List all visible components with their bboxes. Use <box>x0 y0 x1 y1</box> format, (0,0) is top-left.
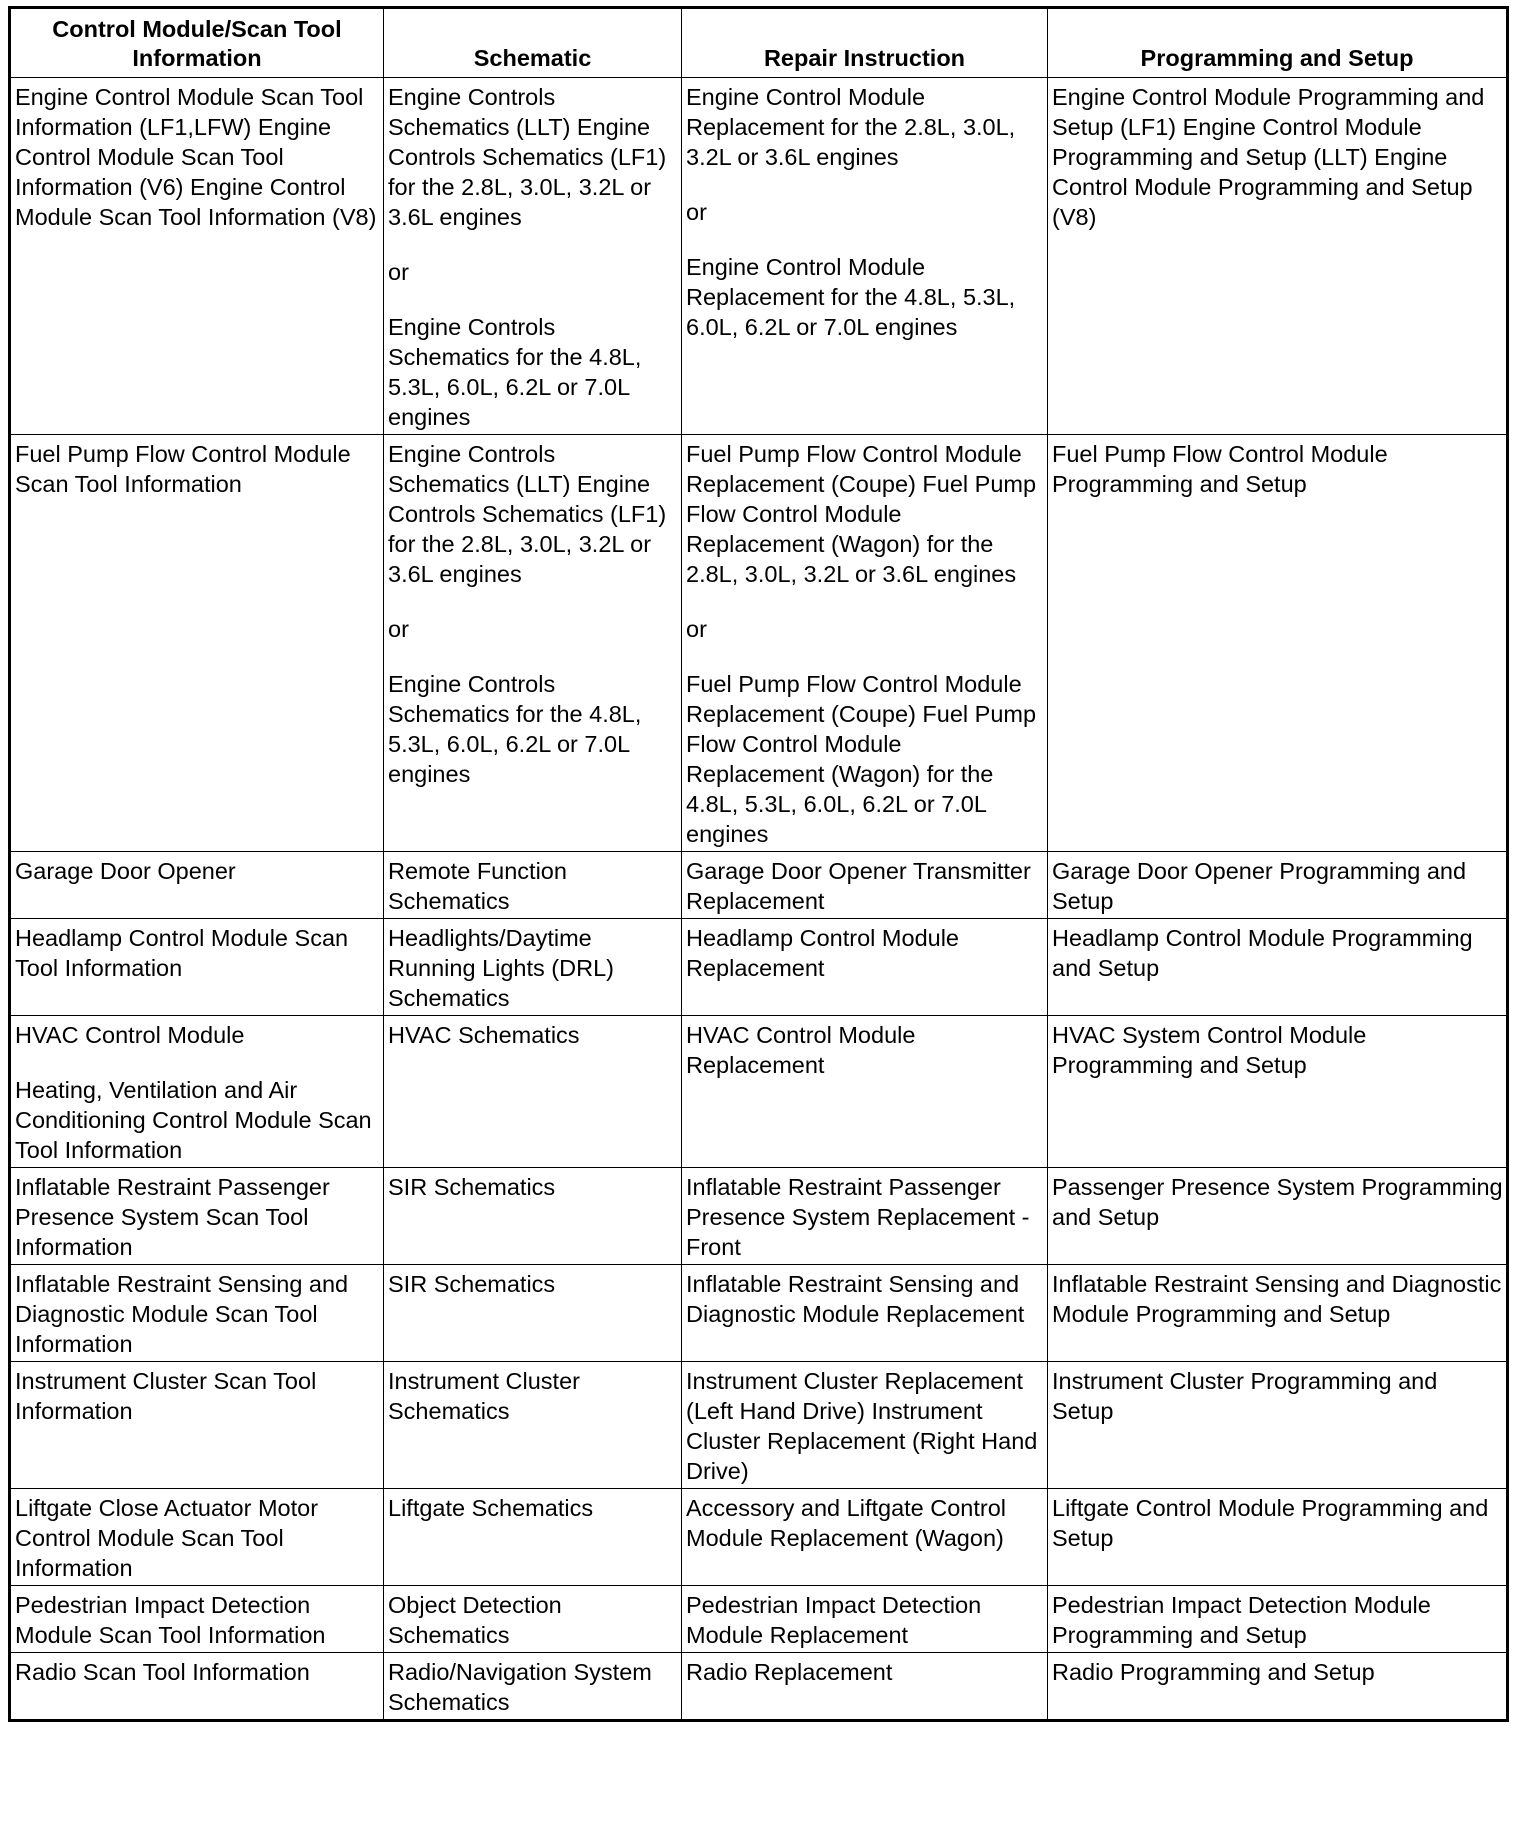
cell-schematic <box>384 435 682 852</box>
cell-text: Garage Door Opener Transmitter Replacement <box>686 858 1031 914</box>
cell-text: Garage Door Opener Programming and Setup <box>1052 858 1467 914</box>
cell-text: Fuel Pump Flow Control Module Replacement (Coupe) Fuel Pump Flow Control Module Replacement (Wagon) for the 2.8L, 3.0L, 3.2L or 3.6L engines <box>686 441 1037 587</box>
cell-module <box>10 1586 384 1653</box>
cell-text: Pedestrian Impact Detection Module Replacement <box>686 1592 982 1648</box>
table-row <box>10 1362 1508 1489</box>
table-row <box>10 435 1508 852</box>
cell-programming-setup <box>1048 435 1508 852</box>
cell-repair-instruction <box>682 852 1048 919</box>
cell-schematic <box>384 1653 682 1721</box>
cell-module <box>10 78 384 435</box>
cell-repair-instruction <box>682 1016 1048 1168</box>
cell-text: Instrument Cluster Replacement (Left Hand Drive) Instrument Cluster Replacement (Right Hand Drive) <box>686 1368 1038 1484</box>
cell-text: HVAC System Control Module Programming and Setup <box>1052 1022 1367 1078</box>
cell-text: SIR Schematics <box>388 1174 556 1200</box>
cell-programming-setup <box>1048 1489 1508 1586</box>
header-module: Control Module/Scan Tool Information <box>10 8 384 78</box>
cell-text: Passenger Presence System Programming and Setup <box>1052 1174 1503 1230</box>
cell-text: Garage Door Opener <box>15 858 236 884</box>
cell-text: Engine Control Module Scan Tool Information (LF1,LFW) Engine Control Module Scan Tool Information (V6) Engine Control Module Scan Tool Information (V8) <box>15 84 377 230</box>
table-row <box>10 1016 1508 1168</box>
cell-text: Accessory and Liftgate Control Module Replacement (Wagon) <box>686 1495 1007 1551</box>
cell-module <box>10 1489 384 1586</box>
cell-text: Object Detection Schematics <box>388 1592 562 1648</box>
cell-text: Radio Replacement <box>686 1659 893 1685</box>
cell-repair-instruction <box>682 1265 1048 1362</box>
cell-programming-setup <box>1048 852 1508 919</box>
cell-text: Radio Scan Tool Information <box>15 1659 310 1685</box>
cell-programming-setup <box>1048 1653 1508 1721</box>
cell-text: Fuel Pump Flow Control Module Replacement (Coupe) Fuel Pump Flow Control Module Replacement (Wagon) for the 4.8L, 5.3L, 6.0L, 6.2L or 7.0L engines <box>686 671 1037 847</box>
cell-text: Inflatable Restraint Sensing and Diagnostic Module Replacement <box>686 1271 1025 1327</box>
cell-repair-instruction <box>682 1168 1048 1265</box>
cell-text: Instrument Cluster Programming and Setup <box>1052 1368 1438 1424</box>
cell-text: HVAC Control Module Replacement <box>686 1022 916 1078</box>
cell-text: Radio Programming and Setup <box>1052 1659 1375 1685</box>
header-programming-setup: Programming and Setup <box>1048 8 1508 78</box>
cell-text: or <box>686 199 707 225</box>
cell-text: Fuel Pump Flow Control Module Programming and Setup <box>1052 441 1388 497</box>
cell-programming-setup <box>1048 1016 1508 1168</box>
table-row <box>10 852 1508 919</box>
cell-programming-setup <box>1048 1265 1508 1362</box>
cell-module <box>10 852 384 919</box>
cell-text: Pedestrian Impact Detection Module Scan Tool Information <box>15 1592 326 1648</box>
cell-module <box>10 1168 384 1265</box>
header-schematic: Schematic <box>384 8 682 78</box>
cell-text: Inflatable Restraint Sensing and Diagnostic Module Programming and Setup <box>1052 1271 1502 1327</box>
cell-schematic <box>384 1265 682 1362</box>
table-row <box>10 1586 1508 1653</box>
cell-repair-instruction <box>682 1586 1048 1653</box>
table-row <box>10 78 1508 435</box>
cell-text: Engine Controls Schematics (LLT) Engine Controls Schematics (LF1) for the 2.8L, 3.0L, 3.2L or 3.6L engines <box>388 441 667 587</box>
cell-text: Engine Control Module Programming and Setup (LF1) Engine Control Module Programming and Setup (LLT) Engine Control Module Programming and Setup (V8) <box>1052 84 1485 230</box>
cell-text: Liftgate Control Module Programming and Setup <box>1052 1495 1489 1551</box>
cell-text: Fuel Pump Flow Control Module Scan Tool Information <box>15 441 351 497</box>
table-row <box>10 1265 1508 1362</box>
table-body <box>10 78 1508 1721</box>
cell-schematic <box>384 1489 682 1586</box>
cell-text: Remote Function Schematics <box>388 858 567 914</box>
cell-text: Pedestrian Impact Detection Module Programming and Setup <box>1052 1592 1431 1648</box>
cell-text: or <box>388 259 409 285</box>
cell-text: Liftgate Close Actuator Motor Control Module Scan Tool Information <box>15 1495 319 1581</box>
cell-text: Inflatable Restraint Passenger Presence System Scan Tool Information <box>15 1174 330 1260</box>
cell-text: Heating, Ventilation and Air Conditioning Control Module Scan Tool Information <box>15 1077 372 1163</box>
cell-repair-instruction <box>682 435 1048 852</box>
cell-text: HVAC Control Module <box>15 1022 245 1048</box>
cell-schematic <box>384 78 682 435</box>
cell-module <box>10 1265 384 1362</box>
cell-text: Instrument Cluster Scan Tool Information <box>15 1368 317 1424</box>
cell-repair-instruction <box>682 1362 1048 1489</box>
cell-text: Radio/Navigation System Schematics <box>388 1659 652 1715</box>
cell-text: Inflatable Restraint Passenger Presence System Replacement - Front <box>686 1174 1030 1260</box>
cell-repair-instruction <box>682 919 1048 1016</box>
cell-module <box>10 1653 384 1721</box>
table-row <box>10 1168 1508 1265</box>
cell-text: Inflatable Restraint Sensing and Diagnostic Module Scan Tool Information <box>15 1271 349 1357</box>
module-reference-table <box>8 6 1509 1722</box>
cell-text: Engine Controls Schematics for the 4.8L, 5.3L, 6.0L, 6.2L or 7.0L engines <box>388 314 642 430</box>
cell-text: Liftgate Schematics <box>388 1495 594 1521</box>
cell-schematic <box>384 1362 682 1489</box>
cell-programming-setup <box>1048 1168 1508 1265</box>
cell-text: SIR Schematics <box>388 1271 556 1297</box>
table-row <box>10 1489 1508 1586</box>
cell-schematic <box>384 1168 682 1265</box>
cell-repair-instruction <box>682 1489 1048 1586</box>
cell-text: Headlights/Daytime Running Lights (DRL) Schematics <box>388 925 614 1011</box>
cell-module <box>10 919 384 1016</box>
cell-text: Engine Control Module Replacement for the 4.8L, 5.3L, 6.0L, 6.2L or 7.0L engines <box>686 254 1016 340</box>
cell-repair-instruction <box>682 1653 1048 1721</box>
cell-programming-setup <box>1048 78 1508 435</box>
cell-schematic <box>384 852 682 919</box>
cell-text: or <box>686 616 707 642</box>
cell-module <box>10 435 384 852</box>
cell-text: Headlamp Control Module Programming and Setup <box>1052 925 1473 981</box>
table-row <box>10 1653 1508 1721</box>
cell-text: Engine Controls Schematics for the 4.8L, 5.3L, 6.0L, 6.2L or 7.0L engines <box>388 671 642 787</box>
cell-text: Headlamp Control Module Replacement <box>686 925 960 981</box>
table-row <box>10 919 1508 1016</box>
cell-programming-setup <box>1048 1586 1508 1653</box>
header-repair-instruction: Repair Instruction <box>682 8 1048 78</box>
cell-programming-setup <box>1048 919 1508 1016</box>
cell-schematic <box>384 919 682 1016</box>
table-header-row <box>10 8 1508 78</box>
cell-schematic <box>384 1586 682 1653</box>
cell-repair-instruction <box>682 78 1048 435</box>
cell-text: HVAC Schematics <box>388 1022 580 1048</box>
document-page <box>8 6 1506 1722</box>
cell-module <box>10 1362 384 1489</box>
cell-text: Engine Controls Schematics (LLT) Engine Controls Schematics (LF1) for the 2.8L, 3.0L, 3.2L or 3.6L engines <box>388 84 667 230</box>
cell-schematic <box>384 1016 682 1168</box>
cell-text: Headlamp Control Module Scan Tool Information <box>15 925 349 981</box>
cell-text: Instrument Cluster Schematics <box>388 1368 580 1424</box>
cell-programming-setup <box>1048 1362 1508 1489</box>
cell-text: or <box>388 616 409 642</box>
cell-text: Engine Control Module Replacement for the 2.8L, 3.0L, 3.2L or 3.6L engines <box>686 84 1016 170</box>
cell-module <box>10 1016 384 1168</box>
